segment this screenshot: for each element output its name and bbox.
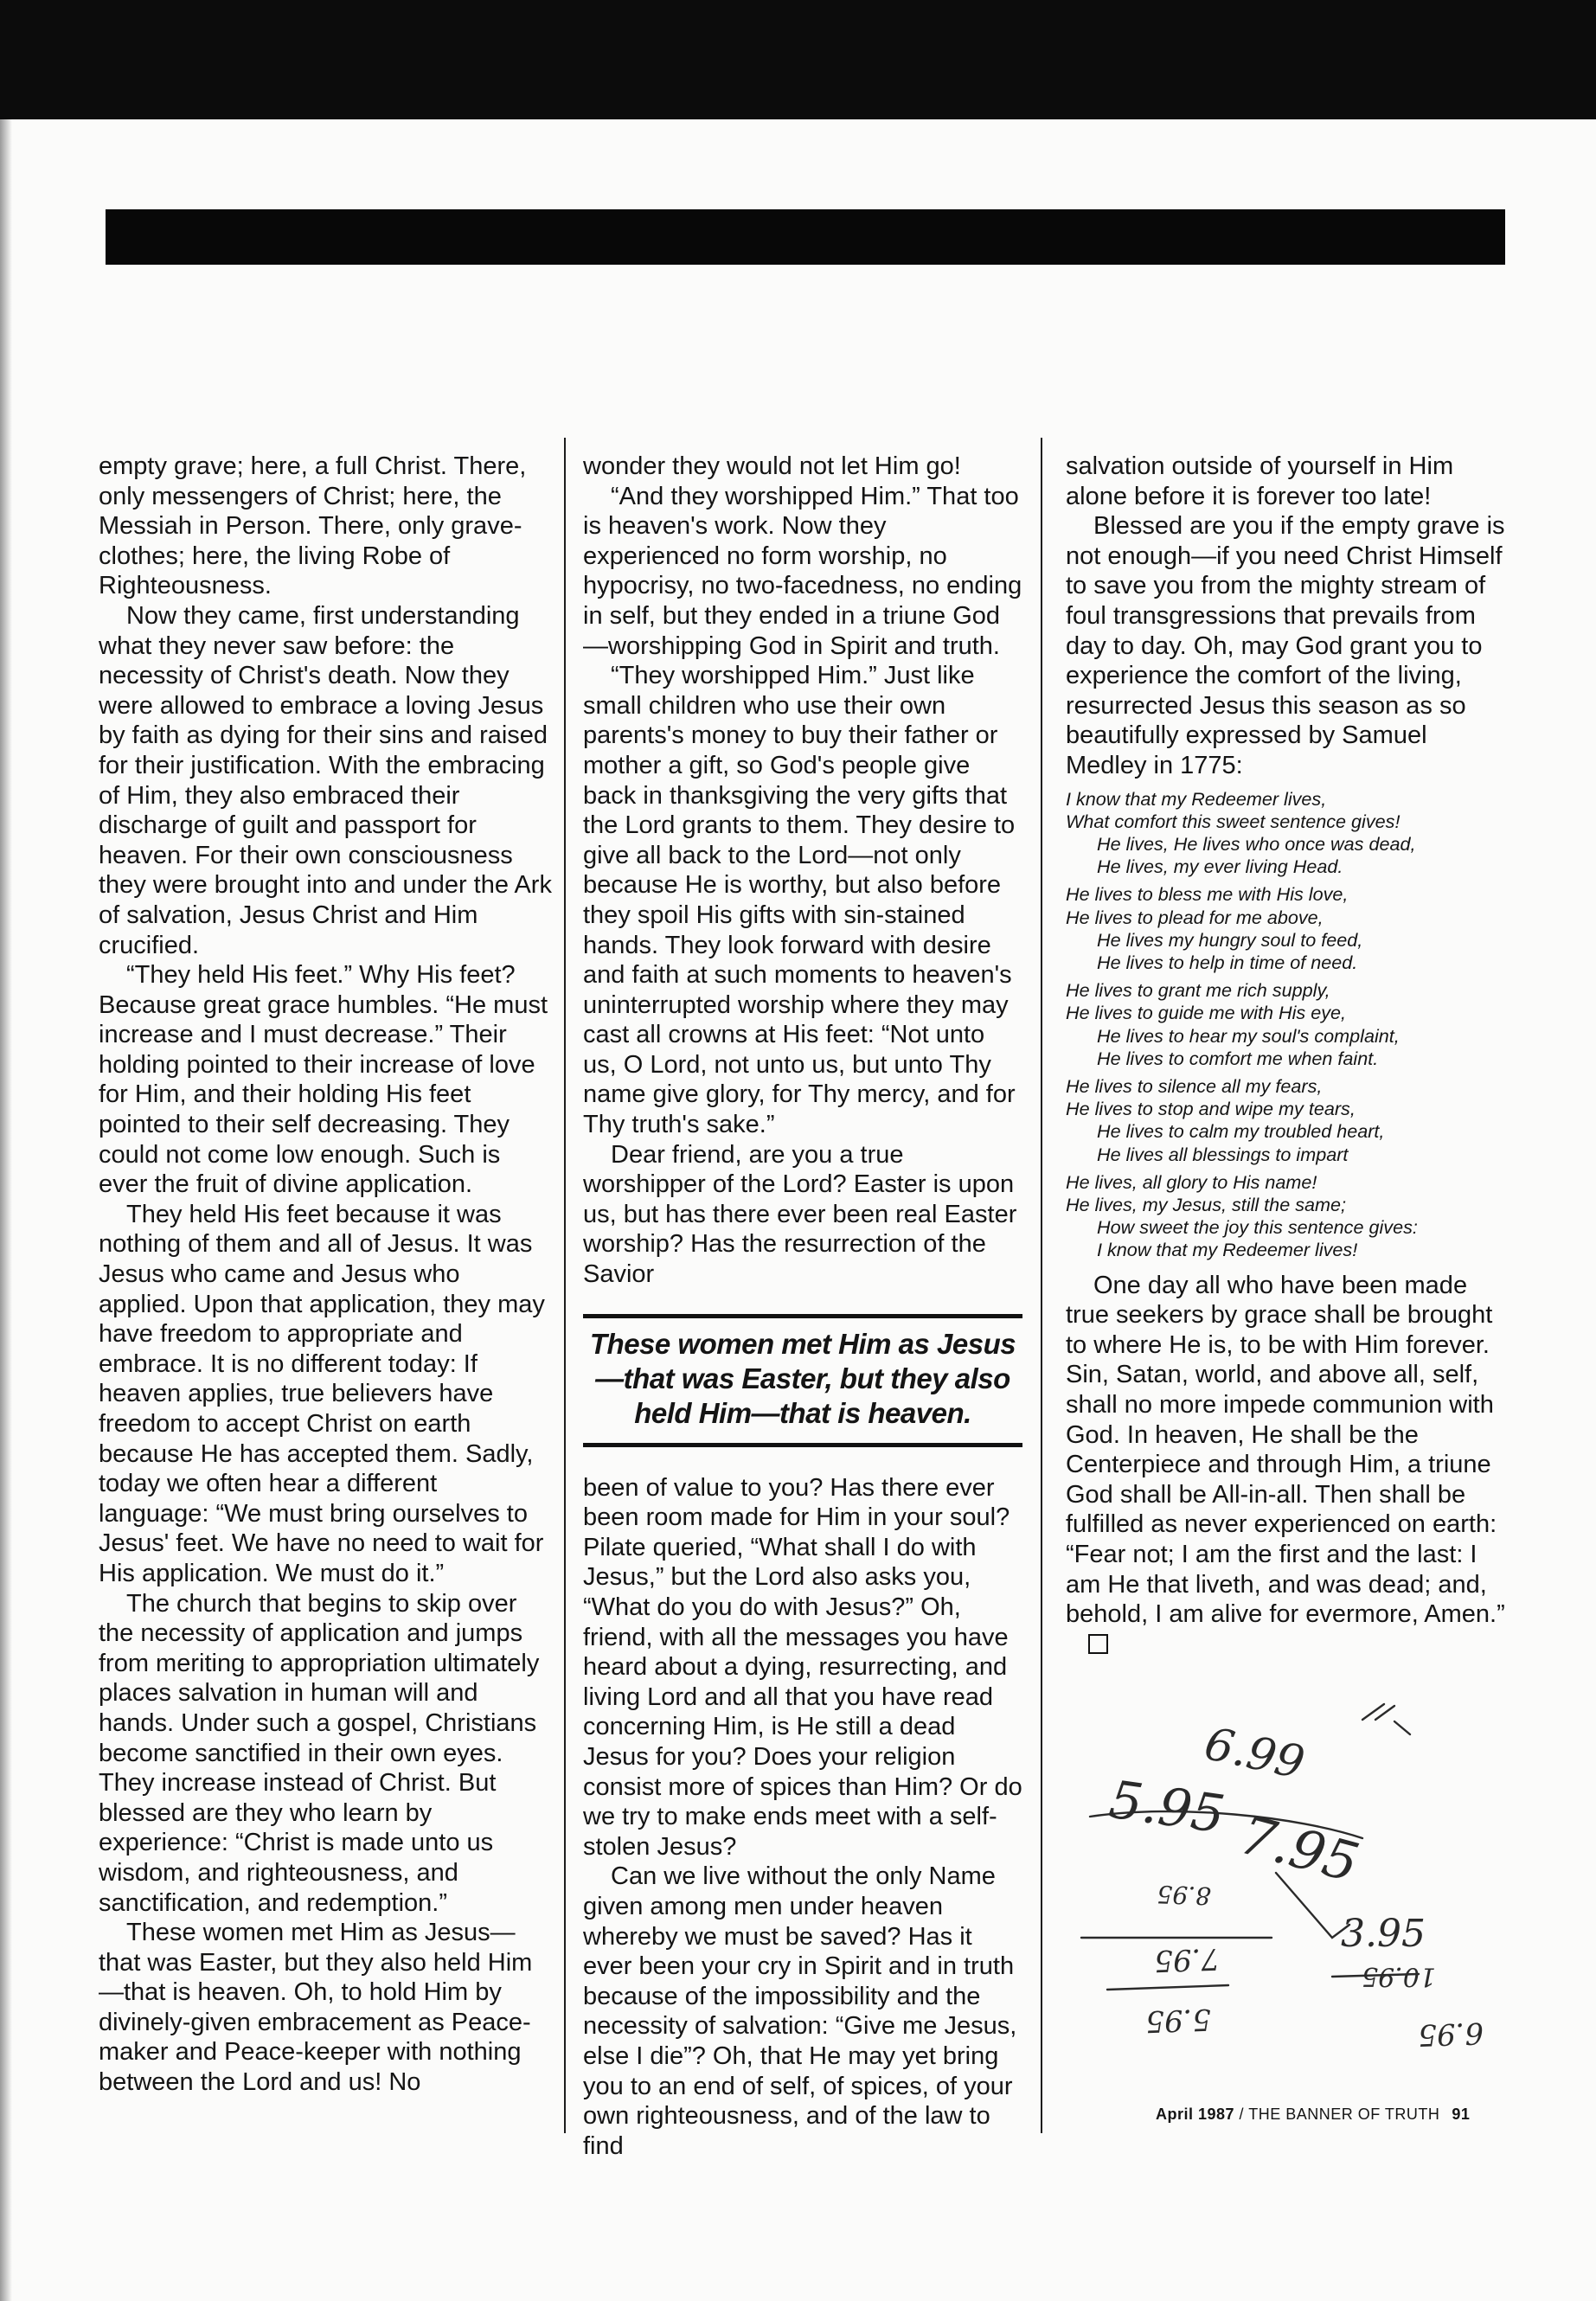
poem-line: He lives to plead for me above, (1066, 906, 1324, 928)
poem-stanza (1066, 1171, 1507, 1262)
paragraph: “They worshipped Him.” Just like small children who use their own parents's money to buy their father or mother a gift, so God's people give back in thanksgiving the very gifts that the Lord grants to them. They desire to give all back to the Lord—not only because He is worthy, but also before they spoil His gifts with sin-stained hands. They look forward with desire and faith at such moments to heaven's uninterrupted worship where they may cast all crowns at His feet: “Not unto us, O Lord, not unto us, but unto Thy name give glory, for Thy mercy, and for Thy truth's sake.” (583, 662, 1016, 1139)
handwritten-number: 8.95 (1157, 1879, 1212, 1911)
header-bar (106, 209, 1505, 265)
handwritten-price-notes (1073, 1687, 1522, 2102)
column-2 (583, 452, 1022, 2161)
handwritten-number: 5.95 (1144, 2001, 1212, 2039)
poem-stanza (1066, 979, 1507, 1070)
paragraph: “And they worshipped Him.” That too is heaven's work. Now they experienced no form worship, no hypocrisy, no two-facedness, no ending in self, but they ended in a triune God—worshipping God in Spirit and truth. (583, 482, 1022, 660)
handwritten-number: 6.95 (1417, 2015, 1484, 2053)
handwritten-number: 7.95 (1234, 1802, 1366, 1895)
paragraph: Now they came, first understanding what they never saw before: the necessity of Christ's death. Now they were allowed to embrace a loving Jesus by faith as dying for their sins and raised for their justification. With the embracing of Him, they also embraced their discharge of guilt and passport for heaven. For their own consciousness they were brought into and under the Ark of salvation, Jesus Christ and Him crucified. (99, 601, 552, 959)
paragraph: Blessed are you if the empty grave is not enough—if you need Christ Himself to save you from the mighty stream of foul transgressions that prevails from day to day. Oh, may God grant you to experience the comfort of the living, resurrected Jesus this season as so beautifully expressed by Samuel Medley in 1775: (1066, 512, 1505, 779)
poem-line: He lives, He lives who once was dead, (1097, 832, 1416, 855)
paragraph: Can we live without the only Name given among men under heaven whereby we must be saved? Has it ever been your cry in Spirit and in truth because of the impossibility and the necessity of salvation: “Give me Jesus, else I die”? Oh, that He may yet bring you to an end of self, of spices, of your own righteousness, and of the law to find (583, 1862, 1017, 2160)
poem-line: He lives to help in time of need. (1097, 951, 1358, 973)
footer-date: April 1987 (1156, 2106, 1235, 2123)
handwritten-number: 6.99 (1200, 1718, 1310, 1790)
handwritten-number: 5.95 (1105, 1769, 1228, 1846)
paragraph: empty grave; here, a full Christ. There, only messengers of Christ; here, the Messiah in Person. There, only grave-clothes; here, the living Robe of Righteousness. (99, 452, 527, 600)
paragraph: The church that begins to skip over the necessity of application and jumps from meriting to appropriation ultimately places salvation in human will and hands. Under such a gospel, Christians become sanctified in their own eyes. They increase instead of Christ. But blessed are they who learn by experience: “Christ is made unto us wisdom, and righteousness, and sanctification, and redemption.” (99, 1589, 540, 1917)
page-number: 91 (1452, 2106, 1471, 2123)
scan-top-edge (0, 0, 1596, 119)
paragraph: These women met Him as Jesus—that was Easter, but they also held Him—that is heaven. Oh, to hold Him by divinely-given embracement as Peace-maker and Peace-keeper with nothing between the Lord and us! No (99, 1919, 533, 2097)
paragraph: “They held His feet.” Why His feet? Because great grace humbles. “He must increase and I must decrease.” Their holding pointed to their increase of love for Him, and their holding His feet pointed to their self decreasing. They could not come low enough. Such is ever the fruit of divine application. (99, 961, 548, 1199)
poem-line: He lives to stop and wipe my tears, (1066, 1098, 1356, 1120)
closing-text: One day all who have been made true seekers by grace shall be brought to where He is, to be with Him forever. Sin, Satan, world, and above all, self, shall no more impede communion with God. In heaven, He shall be the Centerpiece and through Him, a triune God shall be All-in-all. Then shall be fulfilled as never experienced on earth: “Fear not; I am the first and the last: I am He that liveth, and was dead; and, behold, I am alive for evermore, Amen.” (1066, 1271, 1505, 1629)
poem-line: What comfort this sweet sentence gives! (1066, 810, 1401, 832)
poem-line: He lives to guide me with His eye, (1066, 1002, 1347, 1024)
poem-line: He lives to silence all my fears, (1066, 1074, 1323, 1097)
column-3 (1066, 452, 1507, 1659)
poem-line: He lives all blessings to impart (1097, 1143, 1349, 1165)
paragraph: They held His feet because it was nothing of them and all of Jesus. It was Jesus who came and Jesus who applied. Upon that application, they may have freedom to appropriate and embrace. It is no different today: If heaven applies, true believers have freedom to accept Christ on earth because He has accepted them. Sadly, today we often hear a different language: “We must bring ourselves to Jesus' feet. We have no need to wait for His application. We must do it.” (99, 1200, 545, 1587)
poem-line: He lives to calm my troubled heart, (1097, 1120, 1385, 1143)
poem-line: He lives to bless me with His love, (1066, 883, 1349, 906)
column-1 (99, 452, 554, 2098)
handwritten-number: 3.95 (1341, 1912, 1426, 1956)
poem-line: How sweet the joy this sentence gives: (1097, 1216, 1418, 1239)
poem-line: He lives, my ever living Head. (1097, 856, 1343, 878)
pen-stroke (1362, 1704, 1410, 1734)
paragraph: Dear friend, are you a true worshipper of the Lord? Easter is upon us, but has there ever been real Easter worship? Has the resurrection of the Savior (583, 1140, 1017, 1289)
end-mark-icon (1088, 1634, 1108, 1654)
poem-line: He lives to hear my soul's complaint, (1097, 1024, 1400, 1047)
poem-line: He lives, all glory to His name! (1066, 1170, 1317, 1193)
page-footer (1156, 2106, 1470, 2124)
poem-line: He lives to grant me rich supply, (1066, 979, 1330, 1002)
poem-stanza (1066, 788, 1507, 879)
poem-stanza (1066, 883, 1507, 974)
paragraph (1066, 1271, 1507, 1660)
binding-shadow (0, 119, 12, 2301)
paragraph: wonder they would not let Him go! (583, 452, 961, 480)
poem-line: I know that my Redeemer lives, (1066, 787, 1327, 810)
handwritten-number: 7.95 (1153, 1940, 1221, 1978)
paragraph: been of value to you? Has there ever been room made for Him in your soul? Pilate queried, “What shall I do with Jesus,” but the Lord also asks you, “What do you do with Jesus?” Oh, friend, with all the messages you have heard about a dying, resurrecting, and living Lord and all that you have read concerning Him, is He still a dead Jesus for you? Does your religion consist more of spices than Him? Or do we try to make ends meet with a self-stolen Jesus? (583, 1473, 1022, 1861)
poem-line: He lives, my Jesus, still the same; (1066, 1193, 1347, 1215)
pull-quote: These women met Him as Jesus—that was Easter, but they also held Him—that is heaven. (583, 1314, 1022, 1447)
footer-publication: THE BANNER OF TRUTH (1248, 2106, 1440, 2123)
poem-line: He lives my hungry soul to feed, (1097, 928, 1363, 951)
paragraph: salvation outside of yourself in Him alone before it is forever too late! (1066, 452, 1454, 510)
poem-line: I know that my Redeemer lives! (1097, 1239, 1358, 1261)
poem-line: He lives to comfort me when faint. (1097, 1047, 1379, 1069)
column-rule-1 (564, 438, 566, 2133)
column-rule-2 (1041, 438, 1042, 2133)
footer-separator: / (1234, 2106, 1249, 2123)
poem-stanza (1066, 1075, 1507, 1166)
hymn-poem (1066, 788, 1507, 1262)
handwritten-number: 10.95 (1362, 1961, 1436, 1991)
